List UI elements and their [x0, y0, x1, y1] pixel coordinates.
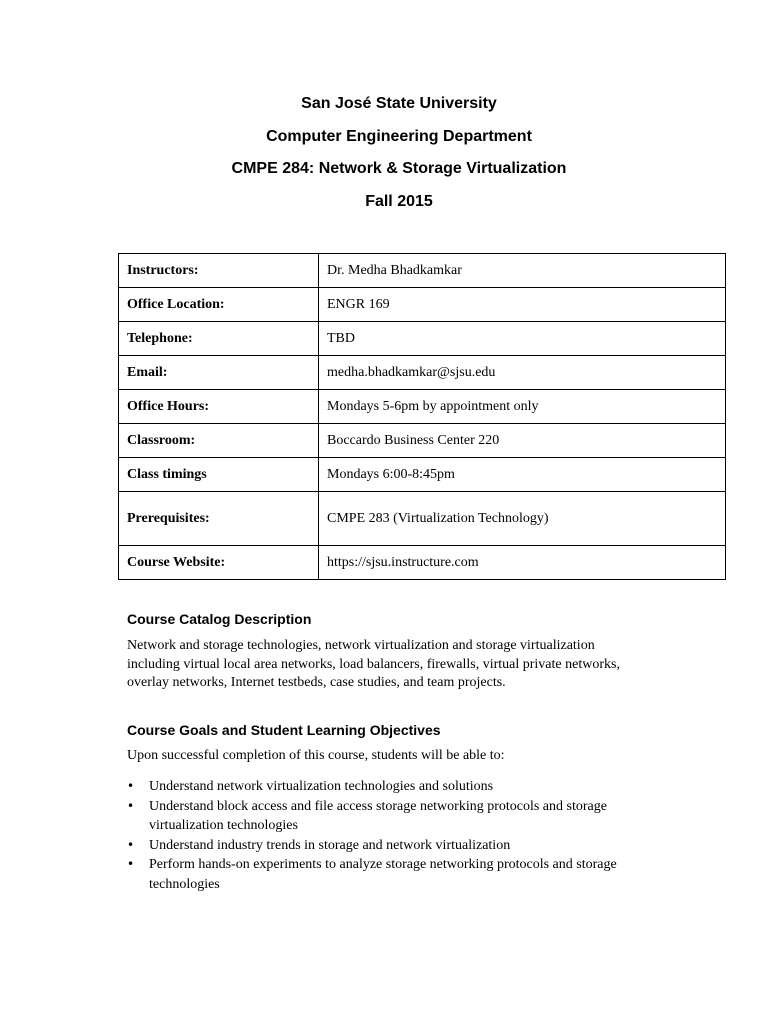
bullet-icon: • [127, 837, 135, 852]
classroom-value: Boccardo Business Center 220 [319, 424, 726, 458]
table-row [119, 322, 726, 356]
classroom-label: Classroom: [119, 424, 319, 458]
table-row [119, 356, 726, 390]
term: Fall 2015 [365, 192, 433, 210]
list-item [127, 836, 657, 856]
office-hours-value: Mondays 5-6pm by appointment only [319, 390, 726, 424]
course-title: CMPE 284: Network & Storage Virtualization [231, 160, 567, 177]
office-hours-label: Office Hours: [119, 390, 319, 424]
office-location-label: Office Location: [119, 288, 319, 322]
catalog-description-heading: Course Catalog Description [127, 611, 312, 627]
department-name: Computer Engineering Department [266, 127, 532, 145]
document-title-block [0, 92, 768, 222]
bullet-icon: • [127, 857, 135, 871]
bullet-icon: • [127, 798, 135, 813]
course-website-value[interactable]: https://sjsu.instructure.com [319, 546, 726, 580]
class-timings-value: Mondays 6:00-8:45pm [319, 458, 726, 492]
telephone-label: Telephone: [119, 322, 319, 356]
catalog-line: overlay networks, Internet testbeds, case studies, and team projects. [127, 675, 506, 690]
class-timings-label: Class timings [119, 458, 319, 492]
bullet-icon: • [127, 779, 135, 793]
catalog-description-text [127, 637, 667, 693]
table-row [119, 254, 726, 288]
list-item-text: Understand network virtualization technologies and solutions [149, 779, 494, 794]
email-value[interactable]: medha.bhadkamkar@sjsu.edu [319, 356, 726, 390]
prerequisites-value: CMPE 283 (Virtualization Technology) [319, 492, 726, 546]
table-row [119, 458, 726, 492]
office-location-value: ENGR 169 [319, 288, 726, 322]
goals-heading: Course Goals and Student Learning Objectives [127, 722, 441, 738]
table-row [119, 424, 726, 458]
course-website-label: Course Website: [119, 546, 319, 580]
list-item-text: virtualization technologies [149, 818, 298, 833]
table-row [119, 390, 726, 424]
list-item [127, 855, 657, 894]
instructors-value: Dr. Medha Bhadkamkar [319, 254, 726, 288]
university-name: San José State University [301, 95, 497, 112]
email-label: Email: [119, 356, 319, 390]
catalog-line: including virtual local area networks, load balancers, firewalls, virtual private networks, [127, 656, 620, 672]
list-item-text: Understand industry trends in storage and network virtualization [149, 837, 511, 853]
table-row [119, 288, 726, 322]
list-item [127, 777, 657, 797]
prerequisites-label: Prerequisites: [119, 492, 319, 546]
list-item-text: Understand block access and file access storage networking protocols and storage [149, 798, 607, 814]
table-row [119, 546, 726, 580]
instructors-label: Instructors: [119, 254, 319, 288]
list-item-text: Perform hands-on experiments to analyze storage networking protocols and storage [149, 857, 617, 872]
goals-intro: Upon successful completion of this course, students will be able to: [127, 748, 505, 763]
learning-objectives-list [127, 777, 657, 894]
catalog-line: Network and storage technologies, network virtualization and storage virtualization [127, 638, 595, 653]
course-info-table [118, 253, 726, 580]
table-row [119, 492, 726, 546]
list-item-text: technologies [149, 876, 220, 892]
telephone-value: TBD [319, 322, 726, 356]
list-item [127, 797, 657, 836]
